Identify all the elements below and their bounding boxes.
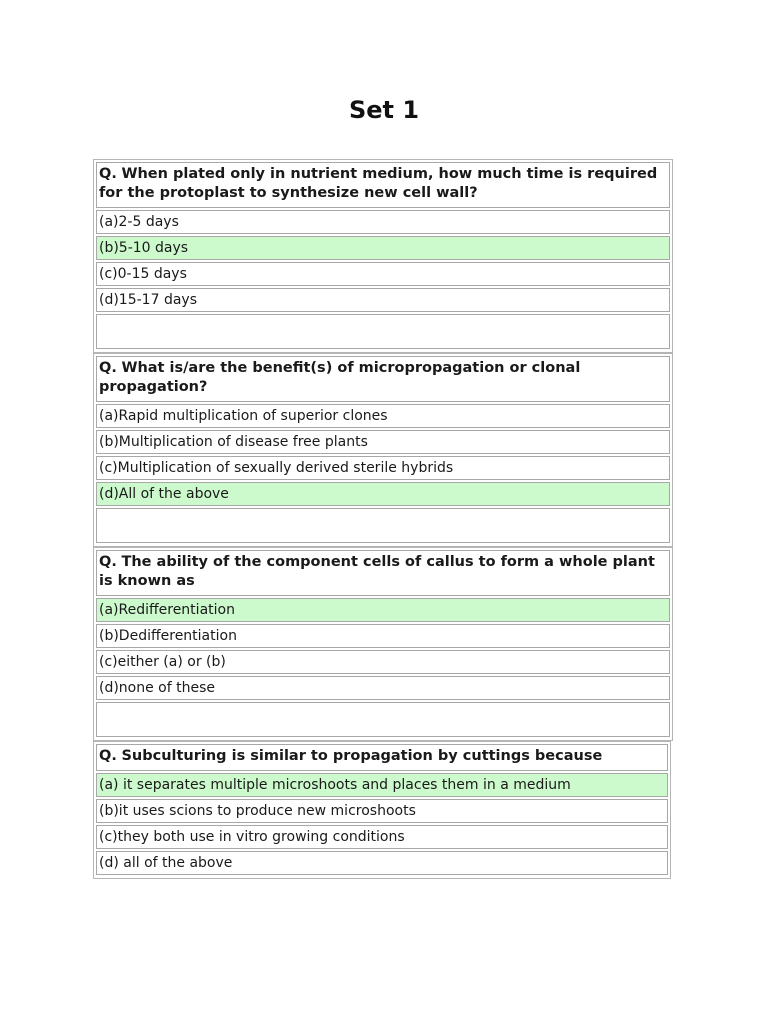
question-prefix: Q. [99,166,117,182]
option-3b: (b)Dedifferentiation [96,624,670,648]
question-text: Subculturing is similar to propagation by cuttings because [121,748,603,764]
question-text: What is/are the benefit(s) of micropropagation or clonal propagation? [99,360,581,395]
option-4b: (b)it uses scions to produce new microshoots [96,799,668,823]
question-prefix: Q. [99,360,117,376]
question-block-1 [93,159,673,353]
blank-row [96,314,670,349]
option-3c: (c)either (a) or (b) [96,650,670,674]
page-title: Set 1 [348,96,420,124]
blank-row [96,702,670,737]
option-4c: (c)they both use in vitro growing conditions [96,825,668,849]
option-1a: (a)2-5 days [96,210,670,234]
option-3a-correct: (a)Redifferentiation [96,598,670,622]
quiz-table [93,159,673,879]
blank-row [96,508,670,543]
option-1d: (d)15-17 days [96,288,670,312]
question-2 [96,356,670,402]
question-block-3 [93,547,673,741]
option-2c: (c)Multiplication of sexually derived sterile hybrids [96,456,670,480]
option-2a: (a)Rapid multiplication of superior clones [96,404,670,428]
option-3d: (d)none of these [96,676,670,700]
option-4a-correct: (a) it separates multiple microshoots and places them in a medium [96,773,668,797]
question-4 [96,744,668,771]
question-prefix: Q. [99,554,117,570]
option-1c: (c)0-15 days [96,262,670,286]
question-1 [96,162,670,208]
question-3 [96,550,670,596]
question-prefix: Q. [99,748,117,764]
question-block-4 [93,741,671,879]
option-1b-correct: (b)5-10 days [96,236,670,260]
question-block-2 [93,353,673,547]
option-2b: (b)Multiplication of disease free plants [96,430,670,454]
option-4d: (d) all of the above [96,851,668,875]
question-text: When plated only in nutrient medium, how much time is required for the protoplast to synthesize new cell wall? [99,166,658,201]
option-2d-correct: (d)All of the above [96,482,670,506]
question-text: The ability of the component cells of callus to form a whole plant is known as [99,554,655,589]
